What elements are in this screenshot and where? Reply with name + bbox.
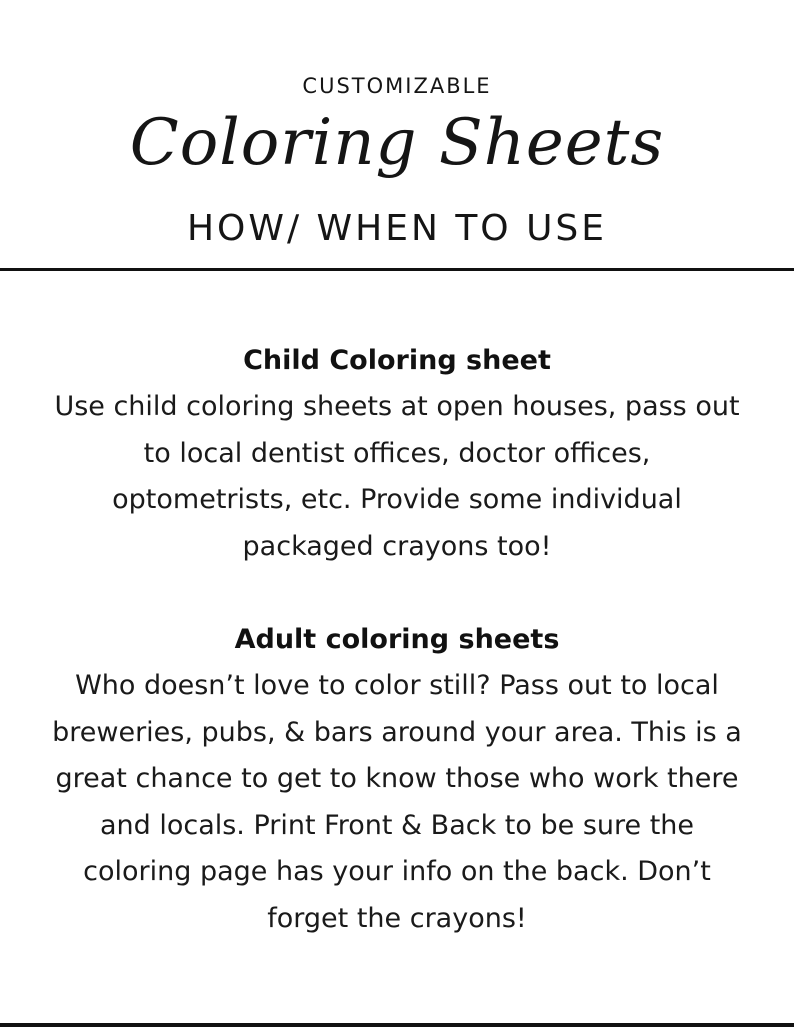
section-body: Who doesn’t love to color still? Pass out to local breweries, pubs, & bars around your area. This is a great chance to get to know those who work there and locals. Print Front & Back to be sure the coloring page has your info on the back. Don’t forget the crayons! xyxy=(52,670,742,934)
bottom-divider xyxy=(0,1023,794,1027)
top-divider xyxy=(0,268,794,271)
section-heading: Adult coloring sheets xyxy=(234,624,560,655)
section-adult-coloring xyxy=(20,617,774,942)
section-body: Use child coloring sheets at open houses, pass out to local dentist offices, doctor offices, optometrists, etc. Provide some individual packaged crayons too! xyxy=(54,391,740,562)
section-child-coloring xyxy=(20,338,774,570)
page-header xyxy=(0,0,794,270)
section-heading: Child Coloring sheet xyxy=(243,345,551,376)
eyebrow-label: CUSTOMIZABLE xyxy=(302,74,492,98)
script-title: Coloring Sheets xyxy=(129,106,665,180)
page-subtitle: HOW/ WHEN TO USE xyxy=(186,208,608,249)
